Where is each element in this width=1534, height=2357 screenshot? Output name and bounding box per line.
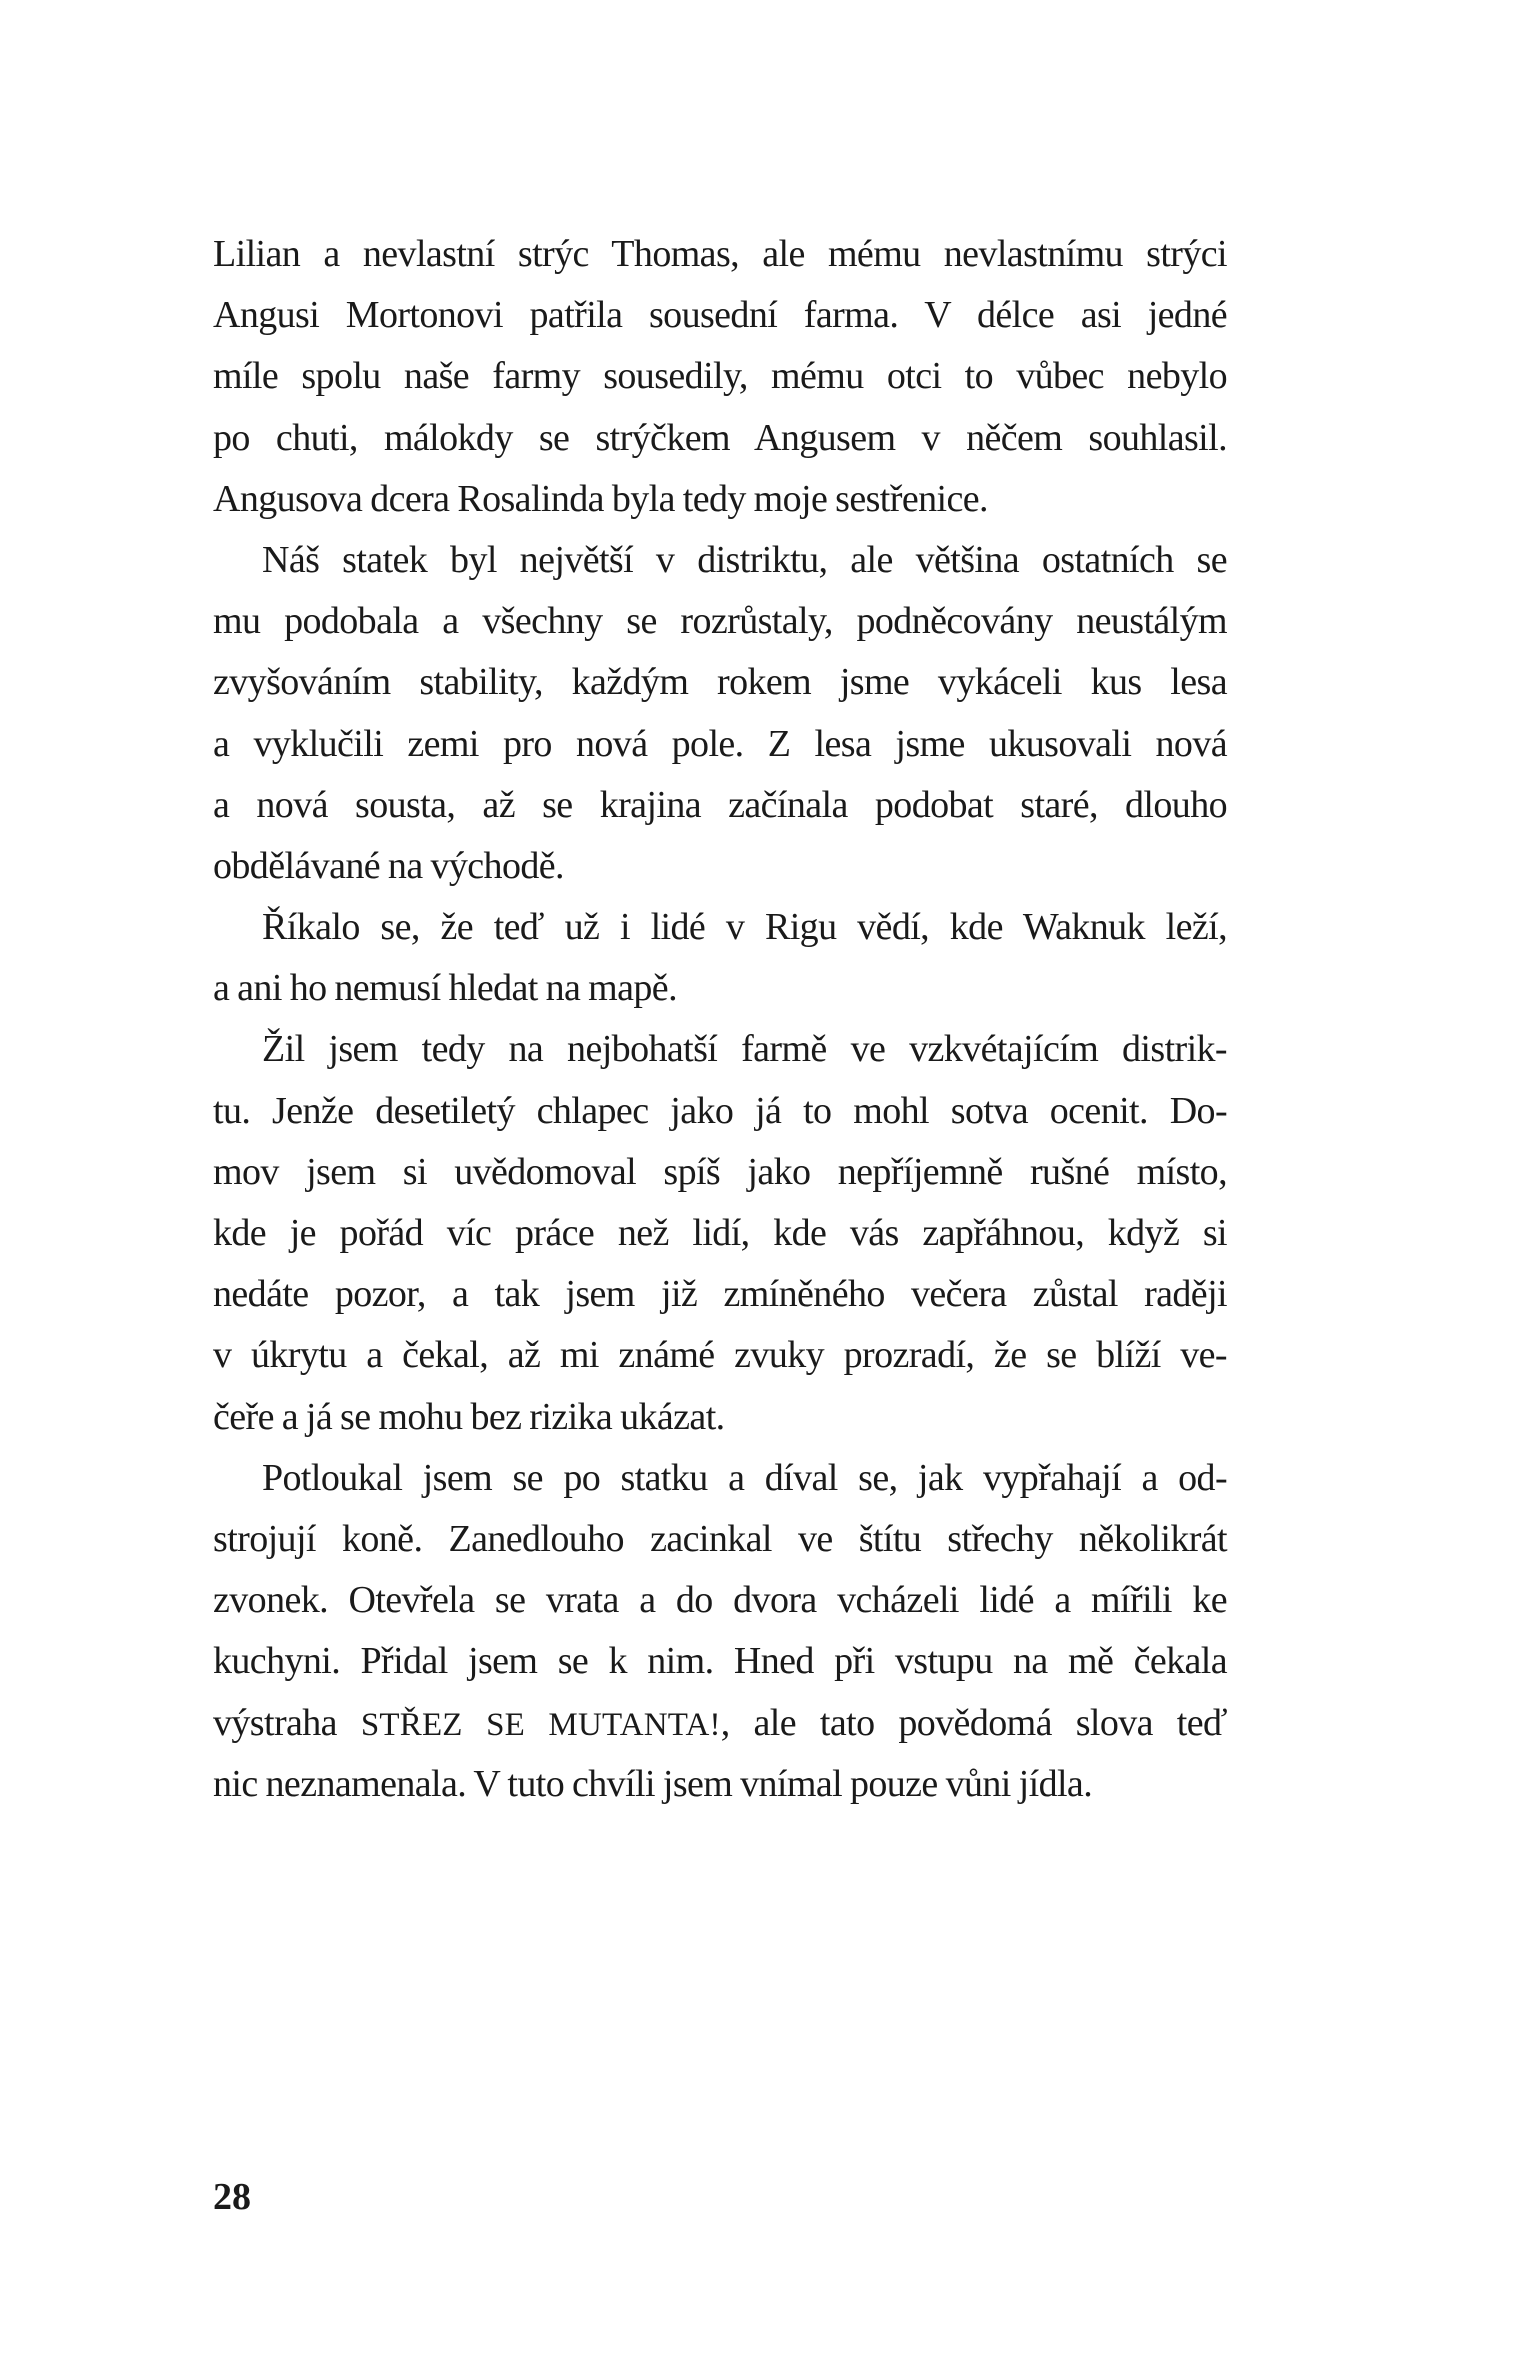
text-line: a nová sousta, až se krajina začínala podobat staré, dlouho [213,783,1227,826]
paragraph-2 [213,530,1227,897]
text-line: a vyklučili zemi pro nová pole. Z lesa jsme ukusovali nová [213,722,1227,765]
paragraph-4 [213,1019,1227,1447]
text-line: Náš statek byl největší v distriktu, ale většina ostatních se [262,538,1227,581]
text-line: po chuti, málokdy se strýčkem Angusem v něčem souhlasil. [213,416,1227,459]
text-line: kde je pořád víc práce než lidí, kde vás zapřáhnou, když si [213,1212,1227,1254]
text-line: čeře a já se mohu bez rizika ukázat. [213,1395,725,1438]
text-line: míle spolu naše farmy sousedily, mému otci to vůbec nebylo [213,355,1227,398]
text-line-with-warning [213,1693,1227,1754]
text-line: v úkrytu a čekal, až mi známé zvuky prozradí, že se blíží ve- [213,1334,1227,1377]
text-line: Lilian a nevlastní strýc Thomas, ale mému nevlastnímu strýci [213,233,1227,275]
warning-slogan: STŘEZ SE MUTANTA! [360,1706,721,1743]
text-line: nic neznamenala. V tuto chvíli jsem vnímal pouze vůni jídla. [213,1762,1093,1805]
text-line: mov jsem si uvědomoval spíš jako nepříjemně rušné místo, [213,1150,1227,1193]
text-line: strojují koně. Zanedlouho zacinkal ve štítu střechy několikrát [213,1517,1227,1560]
paragraph-1 [213,224,1227,530]
text-line: Angusova dcera Rosalinda byla tedy moje sestřenice. [213,477,988,520]
text-line: zvonek. Otevřela se vrata a do dvora vcházeli lidé a mířili ke [213,1579,1227,1622]
text-line: tu. Jenže desetiletý chlapec jako já to mohl sotva ocenit. Do- [213,1089,1227,1132]
text-line: Potloukal jsem se po statku a díval se, jak vypřahají a od- [262,1456,1227,1499]
text-line: kuchyni. Přidal jsem se k nim. Hned při vstupu na mě čekala [213,1640,1227,1683]
text-line: Říkalo se, že teď už i lidé v Rigu vědí, kde Waknuk leží, [262,906,1227,949]
paragraph-5 [213,1448,1227,1815]
text-line: mu podobala a všechny se rozrůstaly, podněcovány neustálým [213,600,1227,643]
text-line: obdělávané na východě. [213,844,564,887]
page-number: 28 [213,2176,251,2218]
text-line: a ani ho nemusí hledat na mapě. [213,967,677,1010]
body-text [213,224,1227,1815]
text-fragment: výstraha [213,1701,361,1744]
paragraph-3 [213,897,1227,1019]
text-fragment: , ale tato povědomá slova teď [720,1701,1228,1744]
text-line: nedáte pozor, a tak jsem již zmíněného večera zůstal raději [213,1273,1227,1316]
text-line: zvyšováním stability, každým rokem jsme vykáceli kus lesa [213,661,1227,704]
text-line: Žil jsem tedy na nejbohatší farmě ve vzkvétajícím distrik- [262,1028,1227,1071]
text-line: Angusi Mortonovi patřila sousední farma. V délce asi jedné [213,294,1227,337]
